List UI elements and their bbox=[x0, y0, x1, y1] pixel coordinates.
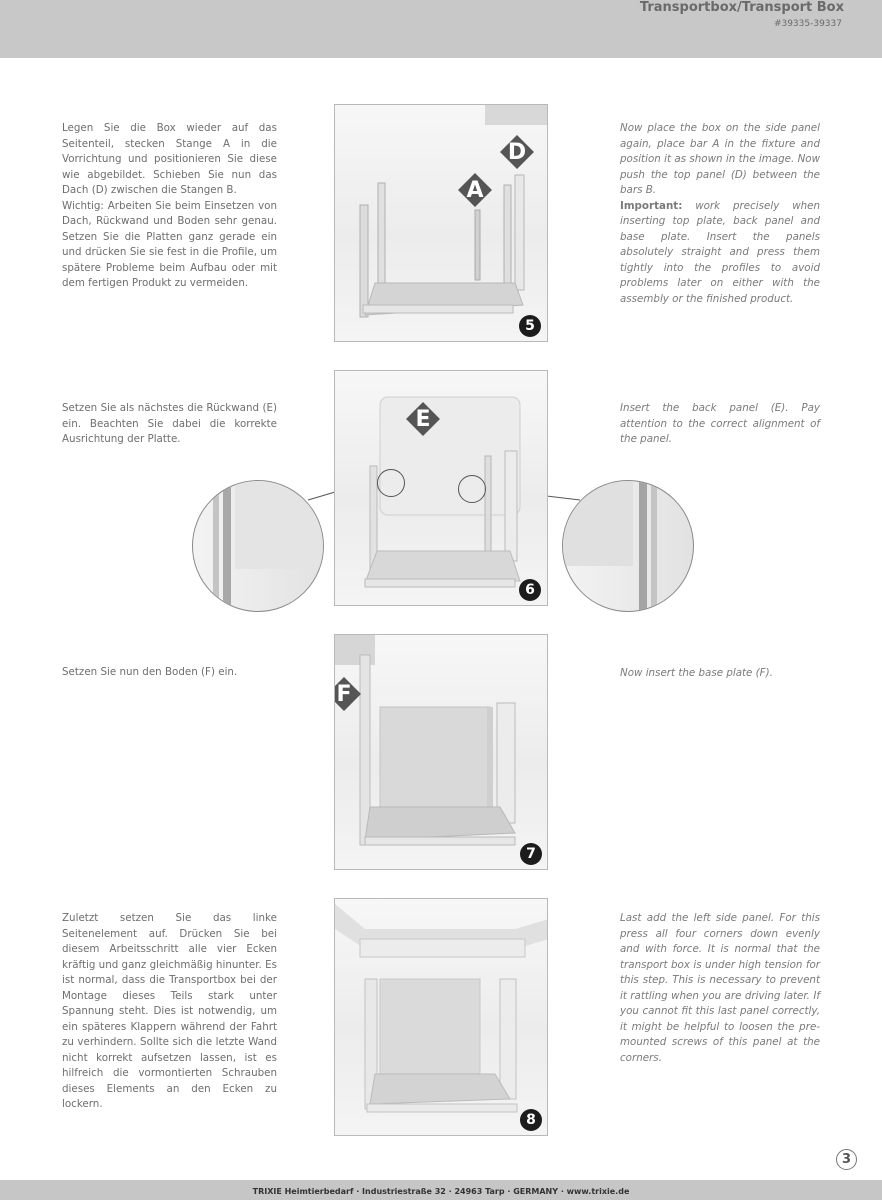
step-7-badge: 7 bbox=[520, 843, 542, 865]
detail-zoom-left bbox=[192, 480, 324, 612]
step-6-text-de: Setzen Sie als nächstes die Rückwand (E) ein. Beachten Sie dabei die korrekte Ausrichtung der Platte. bbox=[62, 402, 277, 445]
step-5-de-important-label: Wichtig: bbox=[62, 199, 104, 212]
step-8-photo bbox=[334, 898, 548, 1136]
step-8-text-en: Last add the left side panel. For this press all four corners down evenly and with force. It is normal that the transport box is under high tension for this step. This is necessary to prevent it rattling when you are driving later. If you cannot fit this last panel correctly, it might be helpful to loosen the pre-mounted screws of this panel at the corners. bbox=[620, 912, 820, 1064]
step-5-en-important-body: work precisely when inserting top plate, back panel and base plate. Insert the panels absolutely straight and press them tightly into the profiles to avoid problems later on either with the assembly or the finished product. bbox=[620, 199, 820, 305]
document-title: Transportbox/Transport Box bbox=[639, 0, 844, 15]
marker-a: A bbox=[458, 173, 492, 207]
footer-address: TRIXIE Heimtierbedarf · Industriestraße 32 · 24963 Tarp · GERMANY · www.trixie.de bbox=[252, 1187, 630, 1196]
marker-f: F bbox=[334, 677, 361, 711]
step-6-text-en: Insert the back panel (E). Pay attention to the correct alignment of the panel. bbox=[620, 402, 820, 445]
detail-circle-left bbox=[377, 469, 405, 497]
step-8-badge: 8 bbox=[520, 1109, 542, 1131]
detail-zoom-right bbox=[562, 480, 694, 612]
page-footer bbox=[0, 1180, 882, 1200]
page-header bbox=[0, 0, 882, 58]
page-number: 3 bbox=[836, 1149, 857, 1170]
step-7-text-de: Setzen Sie nun den Boden (F) ein. bbox=[62, 666, 238, 678]
step-5-text-en bbox=[620, 121, 820, 307]
step-5-de-body: Legen Sie die Box wieder auf das Seitenteil, stecken Stange A in die Vorrichtung und positionieren Sie diese wie abgebildet. Schieben Sie nun das Dach (D) zwischen die Stangen B. bbox=[62, 122, 277, 196]
step-8-text-de: Zuletzt setzen Sie das linke Seitenelement auf. Drücken Sie bei diesem Arbeitsschritt alle vier Ecken kräftig und ganz gleichmäßig hinunter. Es ist normal, dass die Transportbox bei der Montage dieses Teils stark unter Spannung steht. Dies ist notwendig, um ein späteres Klappern während der Fahrt zu verhindern. Sollte sich die letzte Wand nicht korrekt aufsetzen lassen, ist es hilfreich die vormontierten Schrauben dieses Elements an den Ecken zu lockern. bbox=[62, 912, 277, 1110]
detail-circle-right bbox=[458, 475, 486, 503]
step-5-de-important-body: Arbeiten Sie beim Einsetzen von Dach, Rückwand und Boden sehr genau. Setzen Sie die Platten ganz gerade ein und drücken Sie sie fest in die Profile, um spätere Probleme beim Aufbau oder mit dem fertigen Produkt zu vermeiden. bbox=[62, 199, 277, 289]
step-5-text-de bbox=[62, 121, 277, 292]
step-5-photo bbox=[334, 104, 548, 342]
article-number: #39335-39337 bbox=[773, 19, 842, 29]
step-7-photo bbox=[334, 634, 548, 870]
marker-e: E bbox=[406, 402, 440, 436]
marker-d: D bbox=[500, 135, 534, 169]
step-5-badge: 5 bbox=[519, 315, 541, 337]
box-side-panel-illustration bbox=[335, 899, 548, 1136]
step-5-en-important-label: Important: bbox=[620, 199, 683, 212]
step-6-badge: 6 bbox=[519, 579, 541, 601]
box-base-plate-illustration bbox=[335, 635, 548, 870]
step-7-text-en: Now insert the base plate (F). bbox=[620, 667, 773, 679]
step-6-photo bbox=[334, 370, 548, 606]
box-back-panel-illustration bbox=[335, 371, 548, 606]
step-5-en-body: Now place the box on the side panel again, place bar A in the fixture and position it as shown in the image. Now push the top panel (D) between the bars B. bbox=[620, 122, 820, 196]
